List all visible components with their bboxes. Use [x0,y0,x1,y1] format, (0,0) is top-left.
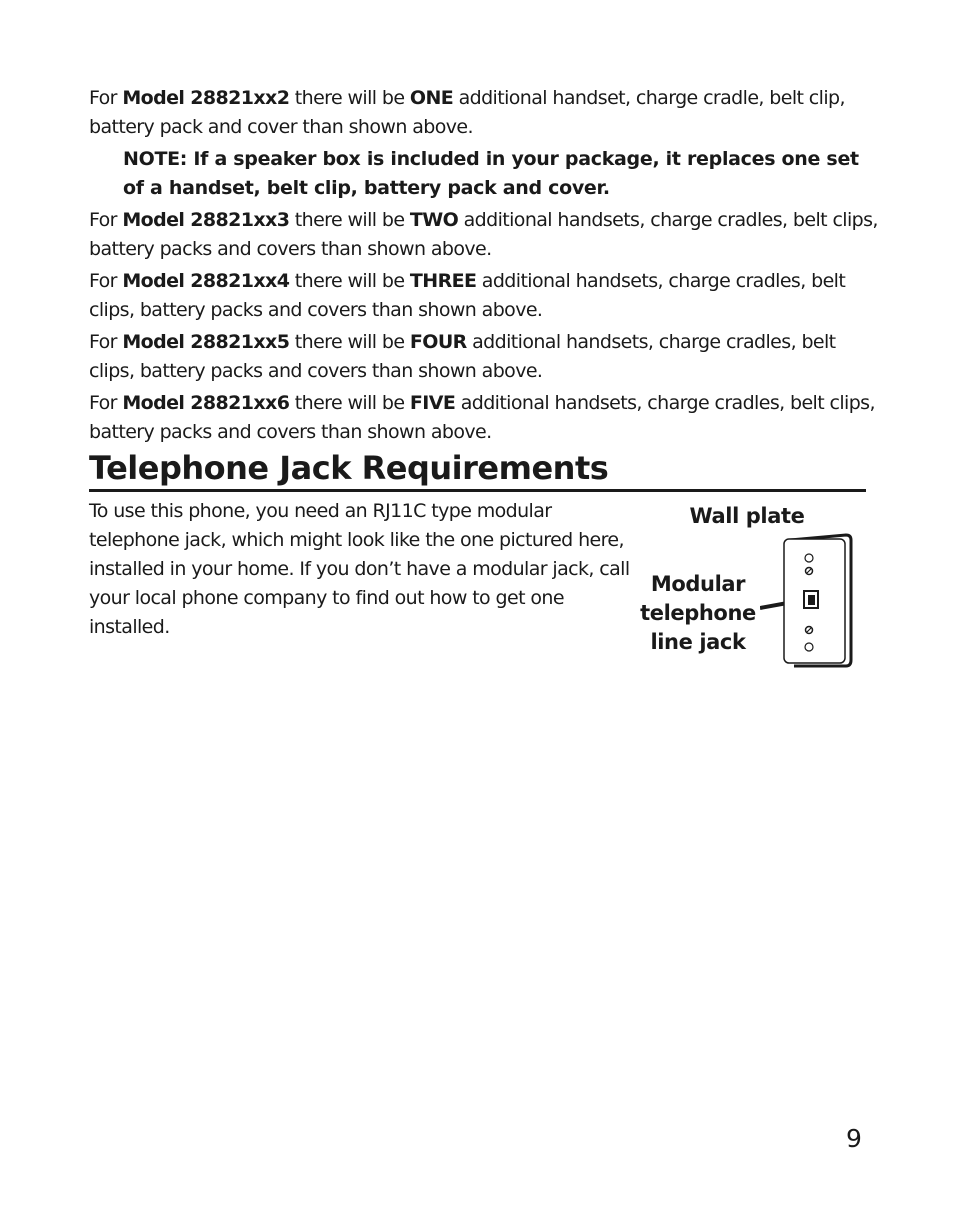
model-number: Model 28821xx4 [122,270,290,292]
paragraph-text: there will be [289,270,410,292]
handset-count: FOUR [409,331,467,353]
section-heading: Telephone Jack Requirements [89,447,866,492]
model-paragraph-4 [89,267,879,325]
wall-plate-illustration [760,532,856,668]
paragraph-text: additional handsets, charge cradles, belt clips, battery packs and covers than shown above. [89,392,875,443]
paragraph-text: For [89,392,123,414]
handset-count: THREE [409,270,477,292]
model-paragraph-3 [89,206,879,264]
paragraph-text: additional handsets, charge cradles, belt clips, battery packs and covers than shown above. [89,331,836,382]
paragraph-text: there will be [289,87,410,109]
paragraph-text: additional handset, charge cradle, belt clip, battery pack and cover than shown above. [89,87,845,138]
paragraph-text: For [89,87,123,109]
paragraph-text: there will be [289,392,410,414]
jack-requirements-body: To use this phone, you need an RJ11C type modular telephone jack, which might look like the one pictured here, installed in your home. If you don’t have a modular jack, call your local phone company to find out how to get one installed. [89,500,630,638]
model-paragraph-2 [89,84,879,142]
handset-count: ONE [409,87,454,109]
paragraph-text: For [89,331,123,353]
model-number: Model 28821xx3 [122,209,290,231]
speaker-box-note: NOTE: If a speaker box is included in your package, it replaces one set of a handset, belt clip, battery pack and cover. [123,148,859,199]
model-number: Model 28821xx2 [122,87,290,109]
paragraph-text: additional handsets, charge cradles, belt clips, battery packs and covers than shown above. [89,270,846,321]
model-paragraph-5 [89,328,879,386]
model-paragraph-6 [89,389,879,447]
page-number: 9 [846,1124,862,1153]
modular-jack-label: Modular telephone line jack [640,572,756,654]
paragraph-text: there will be [289,331,410,353]
model-number: Model 28821xx6 [122,392,290,414]
paragraph-text: additional handsets, charge cradles, belt clips, battery packs and covers than shown above. [89,209,878,260]
model-number: Model 28821xx5 [122,331,290,353]
handset-count: TWO [409,209,459,231]
paragraph-text: there will be [289,209,410,231]
paragraph-text: For [89,209,123,231]
handset-count: FIVE [409,392,456,414]
wall-plate-label: Wall plate [689,504,805,528]
paragraph-text: For [89,270,123,292]
